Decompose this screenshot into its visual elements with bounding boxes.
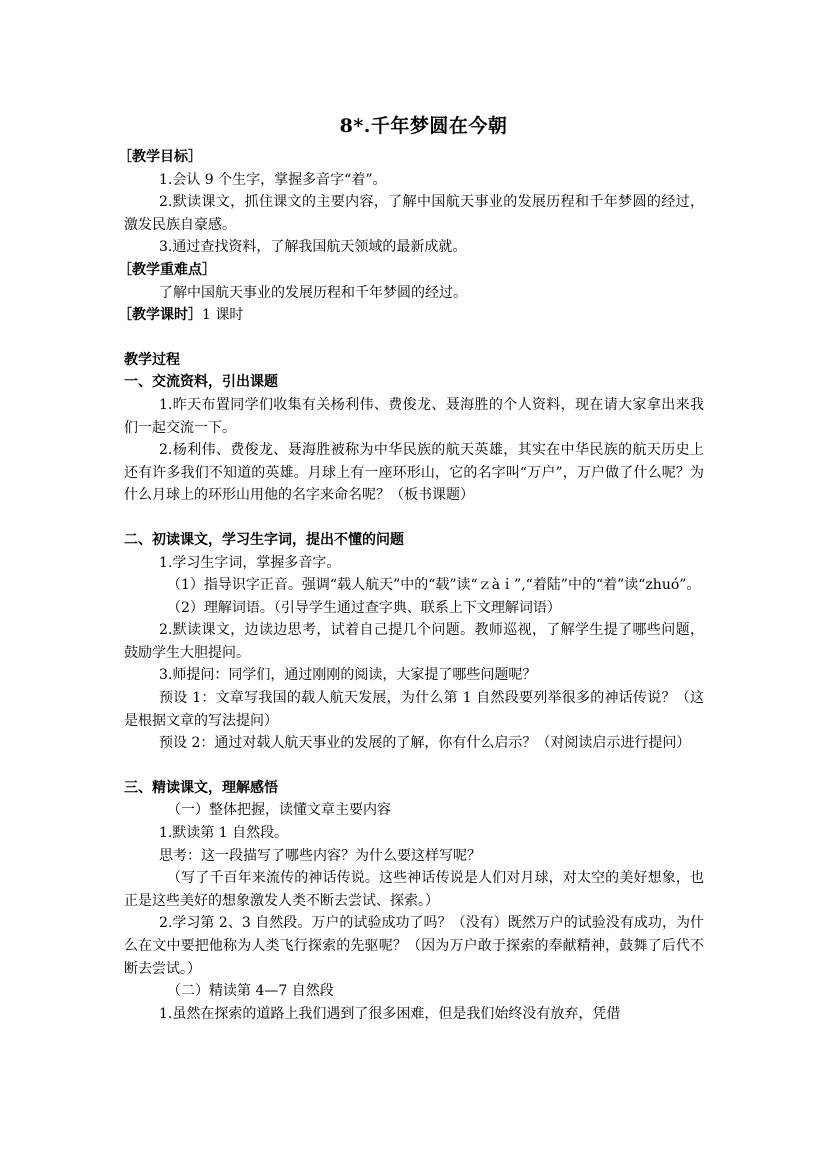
- section-2-paragraph: 2.默读课文，边读边思考，试着自己提几个问题。教师巡视，了解学生提了哪些问题，鼓励学生大胆提问。: [124, 622, 704, 661]
- spacer: [124, 755, 704, 777]
- section-2-paragraph: 预设 2：通过对载人航天事业的发展的了解，你有什么启示？（对阅读启示进行提问）: [159, 735, 691, 752]
- section-3-paragraph: 1.虽然在探索的道路上我们遇到了很多困难，但是我们始终没有放弃，凭借: [159, 1005, 621, 1022]
- section-2-paragraph: 预设 1：文章写我国的载人航天发展，为什么第 1 自然段要列举很多的神话传说？（这是根据文章的写法提问）: [124, 690, 704, 729]
- section-3-paragraph: （二）精读第 4—7 自然段: [167, 983, 334, 1000]
- hours-heading: ［教学课时］: [118, 307, 202, 324]
- goals-heading: ［教学目标］: [118, 149, 202, 165]
- section-3-paragraph: （一）整体把握，读懂文章主要内容: [167, 802, 391, 819]
- section-1-paragraph: 1.昨天布置同学们收集有关杨利伟、费俊龙、聂海胜的个人资料，现在请大家拿出来我们一起交流一下。: [124, 396, 704, 436]
- spacer: [124, 327, 704, 349]
- goal-item: 3.通过查找资料，了解我国航天领域的最新成就。: [159, 239, 467, 256]
- section-1-heading: 一、交流资料，引出课题: [124, 374, 278, 391]
- spacer: [124, 507, 704, 529]
- goal-item: 1.会认 9 个生字，掌握多音字“着”。: [159, 171, 387, 188]
- section-1-paragraph: 2.杨利伟、费俊龙、聂海胜被称为中华民族的航天英雄，其实在中华民族的航天历史上还有许多我们不知道的英雄。月球上有一座环形山，它的名字叫“万户”，万户做了什么呢？为什么月球上的环形山用他的名字来命名呢？（板书课题）: [124, 442, 704, 504]
- document-body: [118, 146, 704, 1025]
- process-heading: 教学过程: [124, 351, 180, 368]
- section-2-heading: 二、初读课文，学习生字词，提出不懂的问题: [124, 531, 404, 548]
- section-3-paragraph: 2.学习第 2、3 自然段。万户的试验成功了吗？（没有）既然万户的试验没有成功，为什么在文中要把他称为人类飞行探索的先驱呢？（因为万户敢于探索的奉献精神，鼓舞了后代不断去尝试。）: [124, 915, 704, 977]
- keypoints-text: 了解中国航天事业的发展历程和千年梦圆的经过。: [159, 284, 467, 301]
- hours-line: [118, 304, 704, 327]
- goal-item: 2.默读课文，抓住课文的主要内容，了解中国航天事业的发展历程和千年梦圆的经过，激发民族自豪感。: [124, 194, 704, 233]
- section-2-paragraph: 1.学习生字词，掌握多音字。: [159, 554, 341, 571]
- keypoints-heading: ［教学重难点］: [118, 261, 216, 278]
- section-2-paragraph: 3.师提问：同学们，通过刚刚的阅读，大家提了哪些问题呢？: [159, 667, 537, 684]
- hours-value: 1 课时: [202, 307, 244, 324]
- section-3-paragraph: （写了千百年来流传的神话传说。这些神话传说是人们对月球，对太空的美好想象，也正是这些美好的想象激发人类不断去尝试、探索。）: [124, 870, 704, 909]
- page-title: 8*.千年梦圆在今朝: [339, 115, 508, 137]
- section-3-paragraph: 1.默读第 1 自然段。: [159, 825, 289, 842]
- section-2-paragraph: （2）理解词语。（引导学生通过查字典、联系上下文理解词语）: [167, 599, 561, 616]
- section-2-paragraph: （1）指导识字正音。强调“载人航天”中的“载”读“ｚàｉ”,“着陆”中的“着”读“zhuó”。: [167, 577, 701, 594]
- section-3-heading: 三、精读课文，理解感悟: [124, 779, 278, 796]
- section-3-paragraph: 思考：这一段描写了哪些内容？为什么要这样写呢？: [159, 847, 481, 864]
